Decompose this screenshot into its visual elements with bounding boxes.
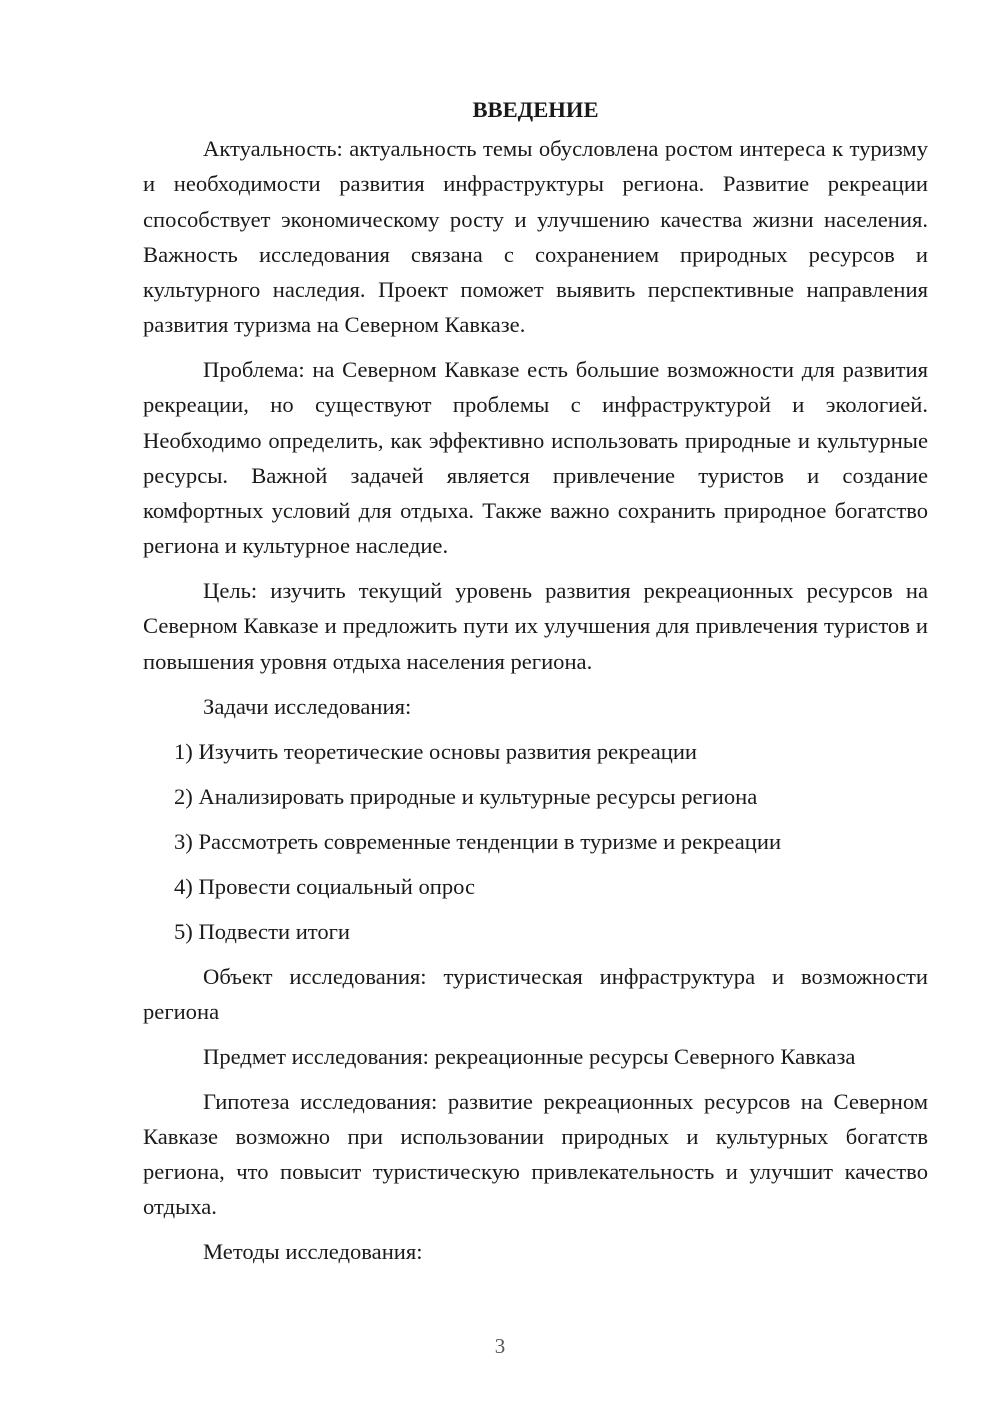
problem-paragraph: Проблема: на Северном Кавказе есть большие возможности для развития рекреации, но существуют проблемы с инфраструктурой и экологией. Необходимо определить, как эффективно использовать природные и культурные ресурсы. Важной задачей является привлечение туристов и создание комфортных условий для отдыха. Также важно сохранить природное богатство региона и культурное наследие.: [143, 357, 928, 559]
object-paragraph: Объект исследования: туристическая инфраструктура и возможности региона: [143, 963, 928, 1024]
tasks-heading: Задачи исследования:: [203, 693, 412, 719]
list-item: 2) Анализировать природные и культурные ресурсы региона: [174, 783, 758, 809]
page-number: 3: [494, 1334, 506, 1358]
document-title: ВВЕДЕНИЕ: [472, 97, 599, 122]
document-page: [143, 92, 928, 1279]
list-item: 3) Рассмотреть современные тенденции в туризме и рекреации: [174, 828, 782, 854]
goal-paragraph: Цель: изучить текущий уровень развития рекреационных ресурсов на Северном Кавказе и предложить пути их улучшения для привлечения туристов и повышения уровня отдыха населения региона.: [143, 578, 928, 674]
list-item: 4) Провести социальный опрос: [174, 873, 476, 899]
methods-heading: Методы исследования:: [203, 1239, 423, 1265]
tasks-list: [143, 734, 928, 949]
list-item: 5) Подвести итоги: [174, 918, 351, 944]
list-item: 1) Изучить теоретические основы развития рекреации: [174, 738, 698, 764]
subject-paragraph: Предмет исследования: рекреационные ресурсы Северного Кавказа: [203, 1043, 856, 1069]
hypothesis-paragraph: Гипотеза исследования: развитие рекреационных ресурсов на Северном Кавказе возможно при использовании природных и культурных богатств региона, что повысит туристическую привлекательность и улучшит качество отдыха.: [143, 1088, 928, 1220]
relevance-paragraph: Актуальность: актуальность темы обусловлена ростом интереса к туризму и необходимости развития инфраструктуры региона. Развитие рекреации способствует экономическому росту и улучшению качества жизни населения. Важность исследования связана с сохранением природных ресурсов и культурного наследия. Проект поможет выявить перспективные направления развития туризма на Северном Кавказе.: [143, 136, 928, 338]
